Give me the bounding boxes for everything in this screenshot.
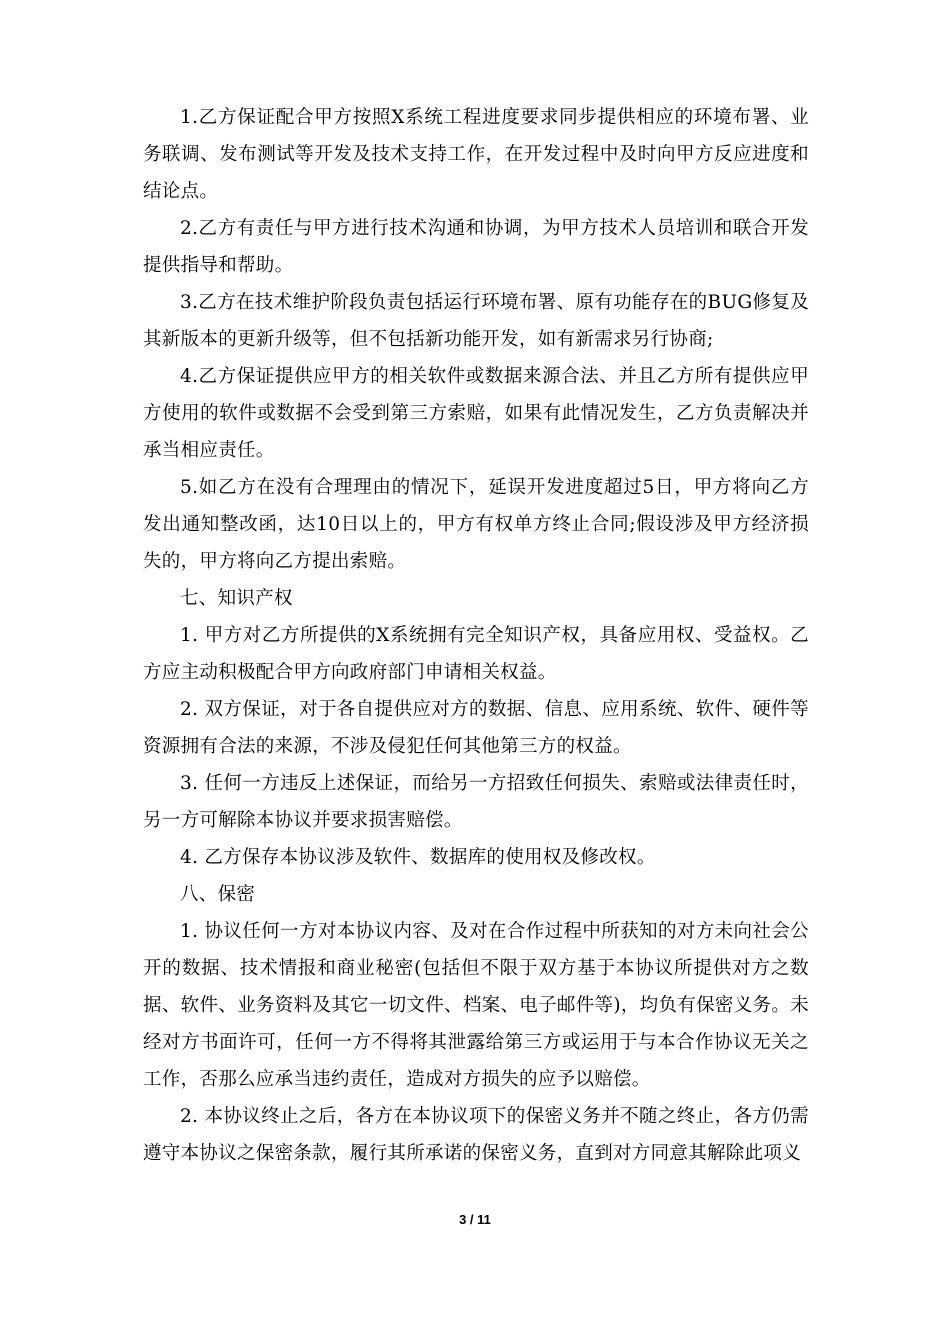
document-body <box>143 99 809 1172</box>
clause-paragraph: 4. 乙方保存本协议涉及软件、数据库的使用权及修改权。 <box>180 847 656 868</box>
clause-paragraph: 2. 本协议终止之后，各方在本协议项下的保密义务并不随之终止，各方仍需遵守本协议之保密条款，履行其所承诺的保密义务，直到对方同意其解除此项义 <box>143 1106 809 1164</box>
section-heading: 八、保密 <box>180 884 256 905</box>
section-heading: 七、知识产权 <box>180 588 293 609</box>
clause-paragraph: 2.乙方有责任与甲方进行技术沟通和协调，为甲方技术人员培训和联合开发提供指导和帮助。 <box>143 218 809 276</box>
clause-paragraph: 4.乙方保证提供应甲方的相关软件或数据来源合法、并且乙方所有提供应甲方使用的软件或数据不会受到第三方索赔，如果有此情况发生，乙方负责解决并承当相应责任。 <box>143 366 809 461</box>
clause-paragraph: 5.如乙方在没有合理理由的情况下，延误开发进度超过5日，甲方将向乙方发出通知整改函，达10日以上的，甲方有权单方终止合同;假设涉及甲方经济损失的，甲方将向乙方提出索赔。 <box>143 477 809 572</box>
clause-paragraph: 3. 任何一方违反上述保证，而给另一方招致任何损失、索赔或法律责任时，另一方可解除本协议并要求损害赔偿。 <box>143 773 809 831</box>
clause-paragraph: 2. 双方保证，对于各自提供应对方的数据、信息、应用系统、软件、硬件等资源拥有合法的来源，不涉及侵犯任何其他第三方的权益。 <box>143 699 809 757</box>
clause-paragraph: 1. 协议任何一方对本协议内容、及对在合作过程中所获知的对方未向社会公开的数据、技术情报和商业秘密(包括但不限于双方基于本协议所提供对方之数据、软件、业务资料及其它一切文件、档案、电子邮件等)，均负有保密义务。未经对方书面许可，任何一方不得将其泄露给第三方或运用于与本合作协议无关之工作，否那么应承当违约责任，造成对方损失的应予以赔偿。 <box>143 921 809 1090</box>
page-number: 3 / 11 <box>459 1212 491 1227</box>
clause-paragraph: 3.乙方在技术维护阶段负责包括运行环境布署、原有功能存在的BUG修复及其新版本的更新升级等，但不包括新功能开发，如有新需求另行协商; <box>143 292 809 350</box>
clause-paragraph: 1. 甲方对乙方所提供的X系统拥有完全知识产权，具备应用权、受益权。乙方应主动积极配合甲方向政府部门申请相关权益。 <box>143 625 809 683</box>
clause-paragraph: 1.乙方保证配合甲方按照X系统工程进度要求同步提供相应的环境布署、业务联调、发布测试等开发及技术支持工作，在开发过程中及时向甲方反应进度和结论点。 <box>143 107 809 202</box>
